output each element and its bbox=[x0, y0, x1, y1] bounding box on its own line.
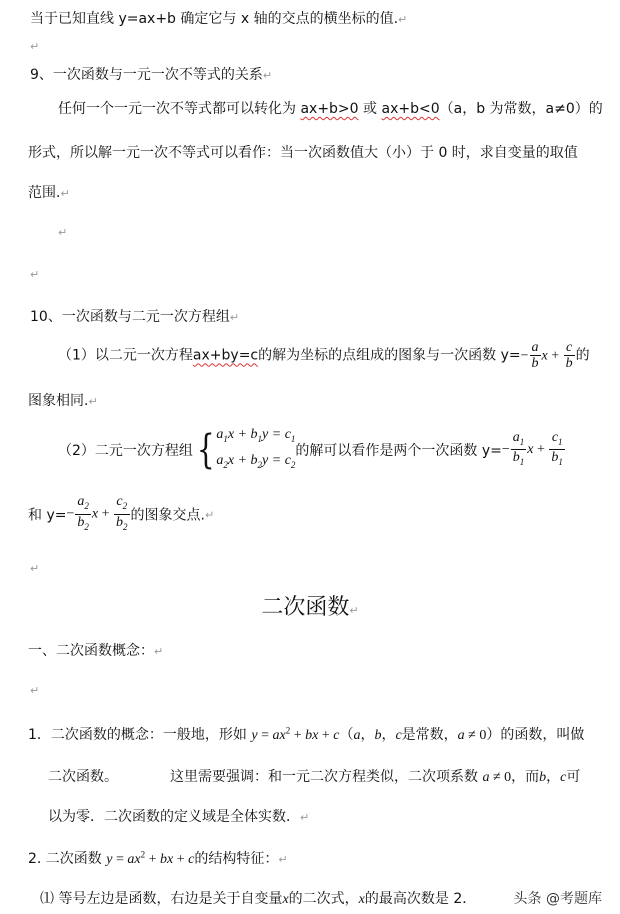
section-heading: 一、二次函数概念：↵ bbox=[28, 643, 164, 659]
paragraph-mark: ↵ bbox=[30, 268, 40, 281]
section-heading-10: 10、一次函数与二元一次方程组↵ bbox=[30, 309, 240, 325]
definition-line2: 二次函数。 这里需要强调：和一元二次方程类似，二次项系数 a ≠ 0，而b，c可 bbox=[48, 769, 581, 785]
paragraph-9-line2: 形式，所以解一元一次不等式可以看作：当一次函数值大（小）于 0 时，求自变量的取值 bbox=[28, 145, 578, 161]
paragraph-mark: ↵ bbox=[30, 684, 40, 697]
section-heading-9: 9、一次函数与一元一次不等式的关系↵ bbox=[30, 67, 273, 83]
fraction: $\frac{c}{b}$ bbox=[565, 340, 573, 371]
brace: { bbox=[196, 426, 215, 473]
fraction: $\frac{a_2}{b_2}$ bbox=[77, 494, 89, 532]
fraction: $\frac{c_2}{b_2}$ bbox=[116, 494, 128, 532]
paragraph-mark: ↵ bbox=[30, 562, 40, 575]
fraction: $\frac{c_1}{b_1}$ bbox=[551, 429, 563, 468]
fraction: $\frac{a_1}{b_1}$ bbox=[512, 429, 525, 468]
equation-system: $a_1x + b_1y = c_1$ $a_2x + b_2y = c_2$ bbox=[216, 427, 296, 470]
paragraph-9-line3: 范围.↵ bbox=[28, 185, 70, 201]
definition-line3: 以为零．二次函数的定义域是全体实数．↵ bbox=[48, 809, 310, 825]
structure-heading: 2. 二次函数 $y = ax^2$ + bx + c的结构特征：↵ bbox=[28, 849, 288, 867]
paragraph-10-line1: （1）以二元一次方程ax+by=c的解为坐标的点组成的图象与一次函数 y=− $\frac{a}{b}$ x + $\frac{c}{b}$ 的 bbox=[58, 340, 590, 371]
paragraph-10-line2: 图象相同.↵ bbox=[28, 393, 98, 409]
page-title: 二次函数↵ bbox=[261, 595, 359, 620]
definition-line1: 1．二次函数的概念：一般地，形如 $y = ax^2$ + bx + c（a，b，c是常数，a ≠ 0）的函数，叫做 bbox=[28, 725, 585, 743]
text-line: 当于已知直线 y=ax+b 确定它与 x 轴的交点的横坐标的值.↵ bbox=[30, 11, 408, 27]
fraction: $\frac{a}{b}$ bbox=[531, 340, 539, 371]
paragraph-9-line1: 任何一个一元一次不等式都可以转化为 ax+b>0 或 ax+b<0（a，b 为常数，a≠0）的 bbox=[58, 101, 603, 117]
paragraph-mark: ↵ bbox=[58, 226, 68, 239]
watermark: 头条 @考题库 bbox=[513, 891, 602, 907]
paragraph-mark: ↵ bbox=[398, 13, 408, 26]
paragraph-10-line4: 和 y=− $\frac{a_2}{b_2}$ x + $\frac{c_2}{b_2}$ 的图象交点.↵ bbox=[28, 494, 214, 535]
paragraph-mark: ↵ bbox=[30, 40, 40, 53]
structure-item-1: ⑴ 等号左边是函数，右边是关于自变量x的二次式，x的最高次数是 2． bbox=[40, 891, 477, 907]
paragraph-10-line3: （2）二元一次方程组{ $a_1x + b_1y = c_1$ $a_2x + b_2y = c_2$ 的解可以看作是两个一次函数 y=− $\frac{a_1}{b_1}$ x + $\frac{c_1}{b_1}$ bbox=[58, 424, 566, 476]
